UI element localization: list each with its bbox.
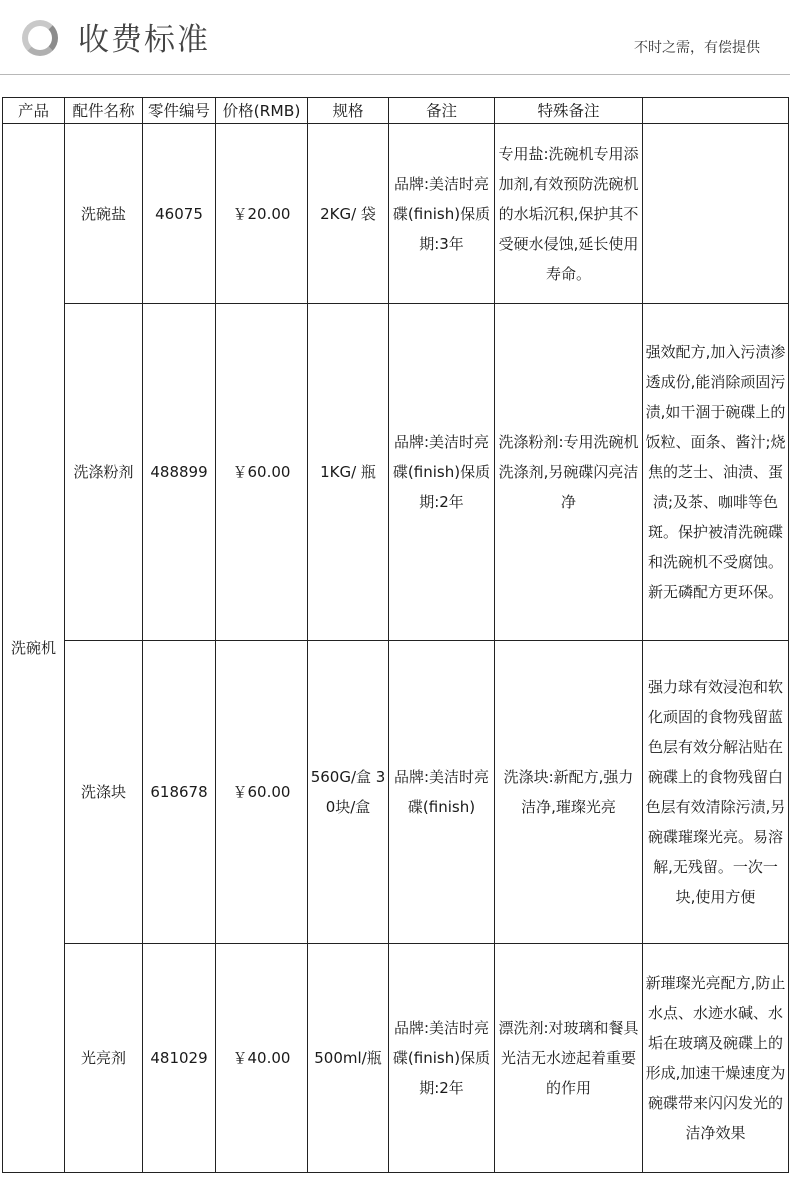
part-no-cell: 488899 bbox=[143, 304, 216, 641]
spec-cell: 2KG/ 袋 bbox=[308, 124, 389, 304]
special-remark-cell: 专用盐:洗碗机专用添加剂,有效预防洗碗机的水垢沉积,保护其不受硬水侵蚀,延长使用寿命。 bbox=[495, 124, 643, 304]
col-header-special: 特殊备注 bbox=[495, 98, 643, 124]
part-no-cell: 618678 bbox=[143, 641, 216, 944]
table-row bbox=[3, 641, 789, 944]
special-remark-cell: 洗涤块:新配方,强力洁净,璀璨光亮 bbox=[495, 641, 643, 944]
page-header bbox=[0, 0, 790, 74]
header-divider bbox=[0, 74, 790, 75]
extra-remark-cell: 强力球有效浸泡和软化顽固的食物残留蓝色层有效分解沾贴在碗碟上的食物残留白色层有效清除污渍,另碗碟璀璨光亮。易溶解,无残留。一次一块,使用方便 bbox=[643, 641, 789, 944]
col-header-remark: 备注 bbox=[389, 98, 495, 124]
table-header-row bbox=[3, 98, 789, 124]
part-name-cell: 光亮剂 bbox=[65, 944, 143, 1173]
part-name-cell: 洗涤粉剂 bbox=[65, 304, 143, 641]
part-name-cell: 洗碗盐 bbox=[65, 124, 143, 304]
remark-cell: 品牌:美洁时亮碟(finish)保质期:2年 bbox=[389, 944, 495, 1173]
spec-cell: 560G/盒 30块/盒 bbox=[308, 641, 389, 944]
table-row bbox=[3, 124, 789, 304]
special-remark-cell: 洗涤粉剂:专用洗碗机洗涤剂,另碗碟闪亮洁净 bbox=[495, 304, 643, 641]
part-name-cell: 洗涤块 bbox=[65, 641, 143, 944]
extra-remark-cell bbox=[643, 124, 789, 304]
page-tagline: 不时之需，有偿提供 bbox=[634, 40, 760, 56]
price-cell: ￥60.00 bbox=[216, 304, 308, 641]
price-cell: ￥40.00 bbox=[216, 944, 308, 1173]
price-cell: ￥60.00 bbox=[216, 641, 308, 944]
col-header-part-name: 配件名称 bbox=[65, 98, 143, 124]
page-title: 收费标准 bbox=[78, 22, 210, 58]
part-no-cell: 46075 bbox=[143, 124, 216, 304]
special-remark-cell: 漂洗剂:对玻璃和餐具光洁无水迹起着重要的作用 bbox=[495, 944, 643, 1173]
col-header-price: 价格(RMB) bbox=[216, 98, 308, 124]
table-row bbox=[3, 944, 789, 1173]
product-cell: 洗碗机 bbox=[3, 124, 65, 1173]
col-header-part-no: 零件编号 bbox=[143, 98, 216, 124]
extra-remark-cell: 强效配方,加入污渍渗透成份,能消除顽固污渍,如干涸于碗碟上的饭粒、面条、酱汁;烧焦的芝士、油渍、蛋渍;及茶、咖啡等色斑。保护被清洗碗碟和洗碗机不受腐蚀。新无磷配方更环保。 bbox=[643, 304, 789, 641]
remark-cell: 品牌:美洁时亮碟(finish)保质期:2年 bbox=[389, 304, 495, 641]
remark-cell: 品牌:美洁时亮碟(finish)保质期:3年 bbox=[389, 124, 495, 304]
spec-cell: 1KG/ 瓶 bbox=[308, 304, 389, 641]
table-row bbox=[3, 304, 789, 641]
circle-ring-icon bbox=[22, 20, 58, 56]
col-header-product: 产品 bbox=[3, 98, 65, 124]
remark-cell: 品牌:美洁时亮碟(finish) bbox=[389, 641, 495, 944]
fee-table bbox=[2, 97, 789, 1173]
part-no-cell: 481029 bbox=[143, 944, 216, 1173]
spec-cell: 500ml/瓶 bbox=[308, 944, 389, 1173]
extra-remark-cell: 新璀璨光亮配方,防止水点、水迹水碱、水垢在玻璃及碗碟上的形成,加速干燥速度为碗碟带来闪闪发光的洁净效果 bbox=[643, 944, 789, 1173]
col-header-extra bbox=[643, 98, 789, 124]
col-header-spec: 规格 bbox=[308, 98, 389, 124]
price-cell: ￥20.00 bbox=[216, 124, 308, 304]
